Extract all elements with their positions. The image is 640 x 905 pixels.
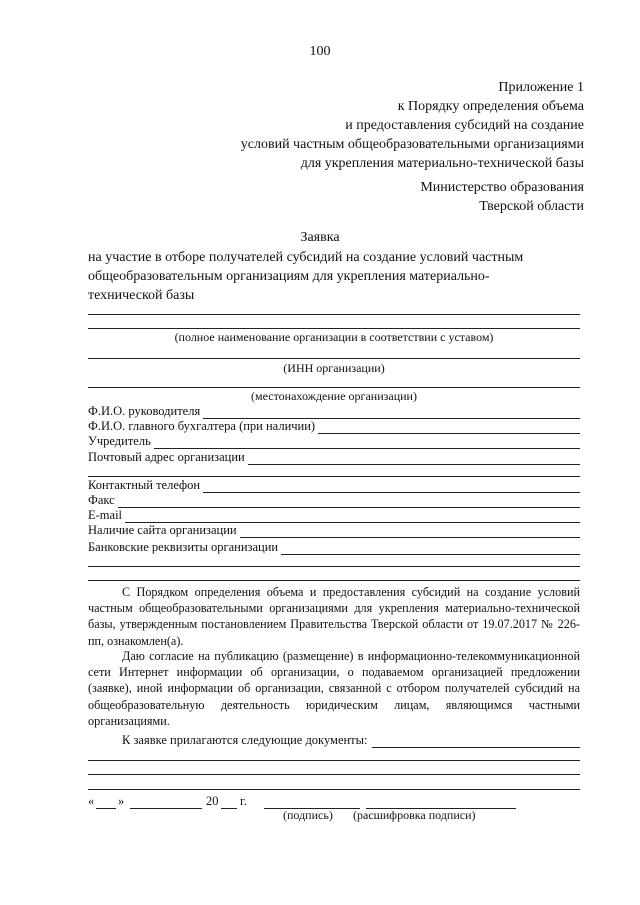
appendix-line: для укрепления материально-технической базы (300, 156, 584, 171)
attached-documents-line[interactable] (372, 736, 580, 748)
postal-address-line[interactable] (248, 453, 580, 465)
email-label: E-mail (88, 508, 123, 522)
website-label: Наличие сайта организации (88, 523, 237, 537)
founder-label: Учредитель (88, 434, 151, 448)
attached-documents-extra-line[interactable] (88, 789, 580, 790)
attached-documents-field[interactable] (88, 733, 580, 748)
org-name-caption: (полное наименование организации в соответствии с уставом) (174, 330, 494, 344)
website-field[interactable] (88, 523, 580, 538)
phone-field[interactable] (88, 478, 580, 493)
quote-close: » (118, 794, 125, 808)
location-caption: (местонахождение организации) (251, 389, 417, 403)
website-line[interactable] (240, 526, 580, 538)
email-field[interactable] (88, 508, 580, 523)
appendix-line: к Порядку определения объема (397, 99, 584, 114)
subject-line: общеобразовательным организациям для укрепления материально- (88, 269, 490, 284)
subject-line: на участие в отборе получателей субсидий на создание условий частным (88, 250, 524, 265)
postal-address-extra-line[interactable] (88, 476, 580, 477)
signature-caption: (подпись) (283, 808, 333, 822)
attached-documents-label: К заявке прилагаются следующие документы: (122, 733, 368, 747)
date-signature-row (88, 793, 580, 809)
attached-documents-extra-line[interactable] (88, 774, 580, 775)
addressee-block (420, 178, 584, 216)
consent-text: Даю согласие на публикацию (размещение) в информационно-телекоммуникационной сети Интернет информации об организации, о подаваемом организацией предложении (заявке), иной информации об организации, связанной с отбором получателей субсидий на общеобразовательную деятельность юридическим лицам, являющимся частными организациями. (88, 649, 580, 728)
founder-field[interactable] (88, 434, 580, 449)
year-line[interactable] (221, 796, 237, 809)
head-name-line[interactable] (203, 407, 580, 419)
phone-line[interactable] (203, 481, 580, 493)
bank-details-extra-line[interactable] (88, 580, 580, 581)
head-name-label: Ф.И.О. руководителя (88, 404, 201, 418)
inn-line[interactable] (88, 358, 580, 359)
appendix-block (241, 78, 584, 173)
form-title: Заявка (300, 230, 340, 245)
bank-details-label: Банковские реквизиты организации (88, 540, 279, 554)
appendix-line: Приложение 1 (498, 80, 584, 95)
year-prefix: 20 (206, 794, 219, 808)
form-subject (88, 248, 568, 305)
day-line[interactable] (96, 796, 116, 809)
fax-field[interactable] (88, 493, 580, 508)
year-suffix: г. (240, 794, 247, 808)
appendix-line: и предоставления субсидий на создание (345, 118, 584, 133)
head-name-field[interactable] (88, 404, 580, 419)
phone-label: Контактный телефон (88, 478, 201, 492)
familiarization-text: С Порядком определения объема и предоставления субсидий на создание условий частным общеобразовательными организациями для укрепления материально-технической базы, утвержденным постановлением Правительства Тверской области от 19.07.2017 № 226-пп, ознакомлен(а). (88, 585, 580, 648)
fax-line[interactable] (118, 496, 580, 508)
signature-decode-caption: (расшифровка подписи) (353, 808, 476, 822)
bank-details-extra-line[interactable] (88, 566, 580, 567)
location-line[interactable] (88, 387, 580, 388)
accountant-line[interactable] (318, 422, 580, 434)
appendix-line: условий частным общеобразовательными организациями (240, 137, 584, 152)
addressee-line: Тверской области (479, 199, 584, 214)
email-line[interactable] (125, 511, 580, 523)
inn-caption: (ИНН организации) (283, 361, 385, 375)
consent-paragraph (88, 648, 580, 729)
fax-label: Факс (88, 493, 115, 507)
founder-line[interactable] (154, 437, 580, 449)
org-name-line[interactable] (88, 314, 580, 315)
accountant-label: Ф.И.О. главного бухгалтера (при наличии) (88, 419, 316, 433)
page-number: 100 (309, 44, 331, 59)
familiarization-paragraph (88, 584, 580, 649)
bank-details-field[interactable] (88, 540, 580, 555)
quote-open: « (88, 794, 95, 808)
org-name-line[interactable] (88, 328, 580, 329)
attached-documents-extra-line[interactable] (88, 760, 580, 761)
postal-address-field[interactable] (88, 450, 580, 465)
accountant-field[interactable] (88, 419, 580, 434)
subject-line: технической базы (88, 288, 195, 303)
bank-details-line[interactable] (281, 543, 580, 555)
addressee-line: Министерство образования (420, 180, 584, 195)
month-line[interactable] (130, 796, 202, 809)
postal-address-label: Почтовый адрес организации (88, 450, 245, 464)
